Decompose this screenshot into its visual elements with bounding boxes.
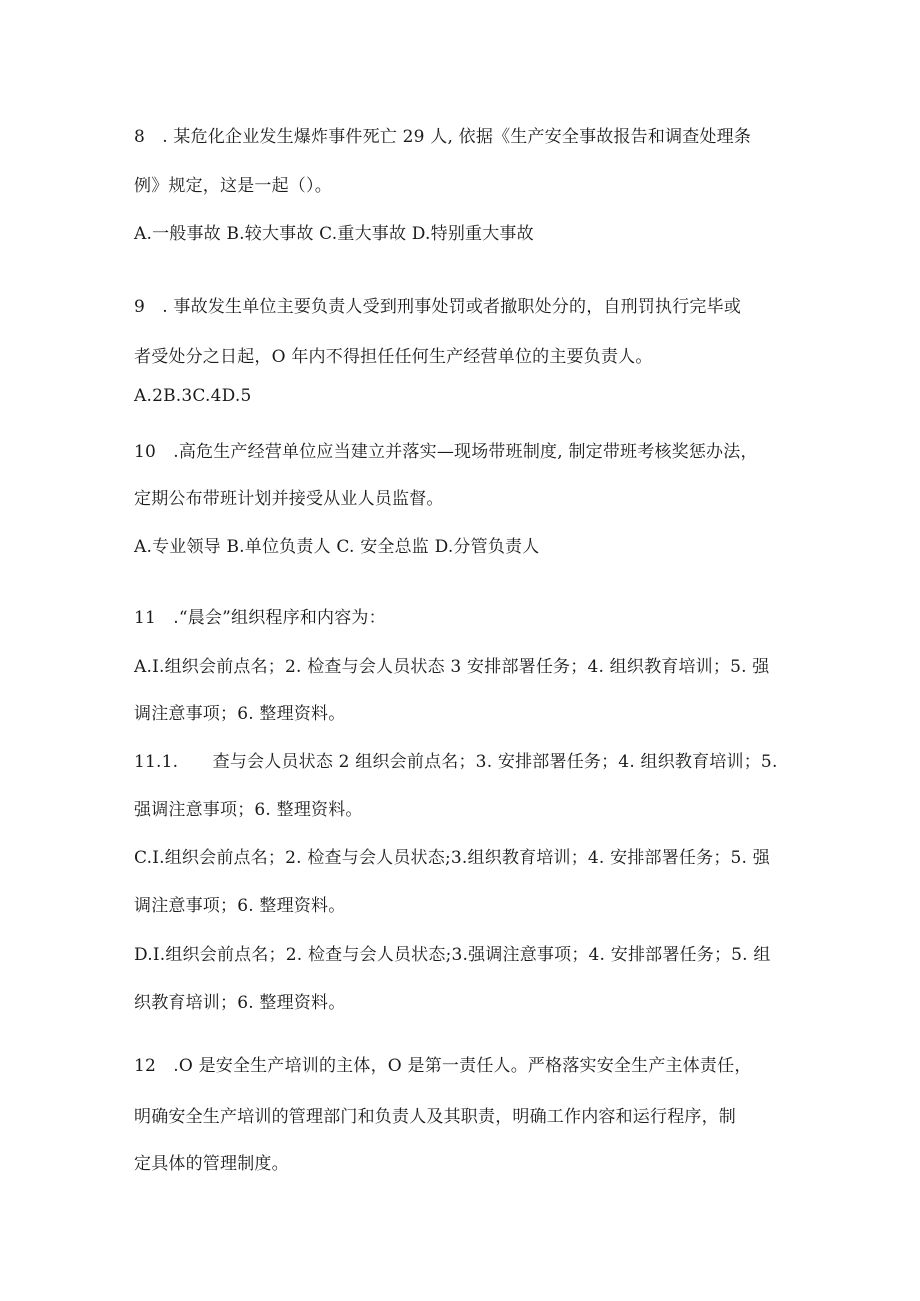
- q10-line-2: 定期公布带班计划并接受从业人员监督。: [134, 489, 444, 509]
- q11-option-a-1: A.I.组织会前点名；2. 检查与会人员状态 3 安排部署任务；4. 组织教育培训；5. 强: [134, 657, 770, 677]
- q8-line-2: 例》规定，这是一起（）。: [134, 176, 332, 196]
- q11-option-b-2: 强调注意事项；6. 整理资料。: [134, 800, 363, 820]
- q11-option-c-2: 调注意事项；6. 整理资料。: [134, 896, 346, 916]
- q9-line-2: 者受处分之日起，O 年内不得担任任何生产经营单位的主要负责人。: [134, 347, 653, 367]
- q11-option-c-1: C.I.组织会前点名；2. 检查与会人员状态;3.组织教育培训；4. 安排部署任务；5. 强: [134, 848, 770, 868]
- q12-line-3: 定具体的管理制度。: [134, 1154, 289, 1174]
- q11-line-1: 11 .“晨会”组织程序和内容为：: [134, 608, 386, 628]
- q11-option-d-1: D.I.组织会前点名；2. 检查与会人员状态;3.强调注意事项；4. 安排部署任务；5. 组: [134, 945, 771, 965]
- q11-option-b-1: 11.1. 查与会人员状态 2 组织会前点名；3. 安排部署任务；4. 组织教育培训；5.: [134, 752, 778, 772]
- q12-line-1: 12 .O 是安全生产培训的主体，O 是第一责任人。严格落实安全生产主体责任，: [134, 1056, 752, 1076]
- q10-options: A.专业领导 B.单位负责人 C. 安全总监 D.分管负责人: [134, 537, 540, 557]
- q10-line-1: 10 .高危生产经营单位应当建立并落实—现场带班制度, 制定带班考核奖惩办法，: [134, 442, 758, 462]
- q11-option-d-2: 织教育培训；6. 整理资料。: [134, 993, 346, 1013]
- q9-line-1: 9 . 事故发生单位主要负责人受到刑事处罚或者撤职处分的，自刑罚执行完毕或: [134, 297, 742, 317]
- q11-option-a-2: 调注意事项；6. 整理资料。: [134, 704, 346, 724]
- q12-line-2: 明确安全生产培训的管理部门和负责人及其职责，明确工作内容和运行程序，制: [134, 1107, 736, 1127]
- q8-options: A.一般事故 B.较大事故 C.重大事故 D.特别重大事故: [134, 224, 534, 244]
- q8-line-1: 8 . 某危化企业发生爆炸事件死亡 29 人, 依据《生产安全事故报告和调查处理条: [134, 127, 752, 147]
- q9-options: A.2B.3C.4D.5: [134, 386, 252, 406]
